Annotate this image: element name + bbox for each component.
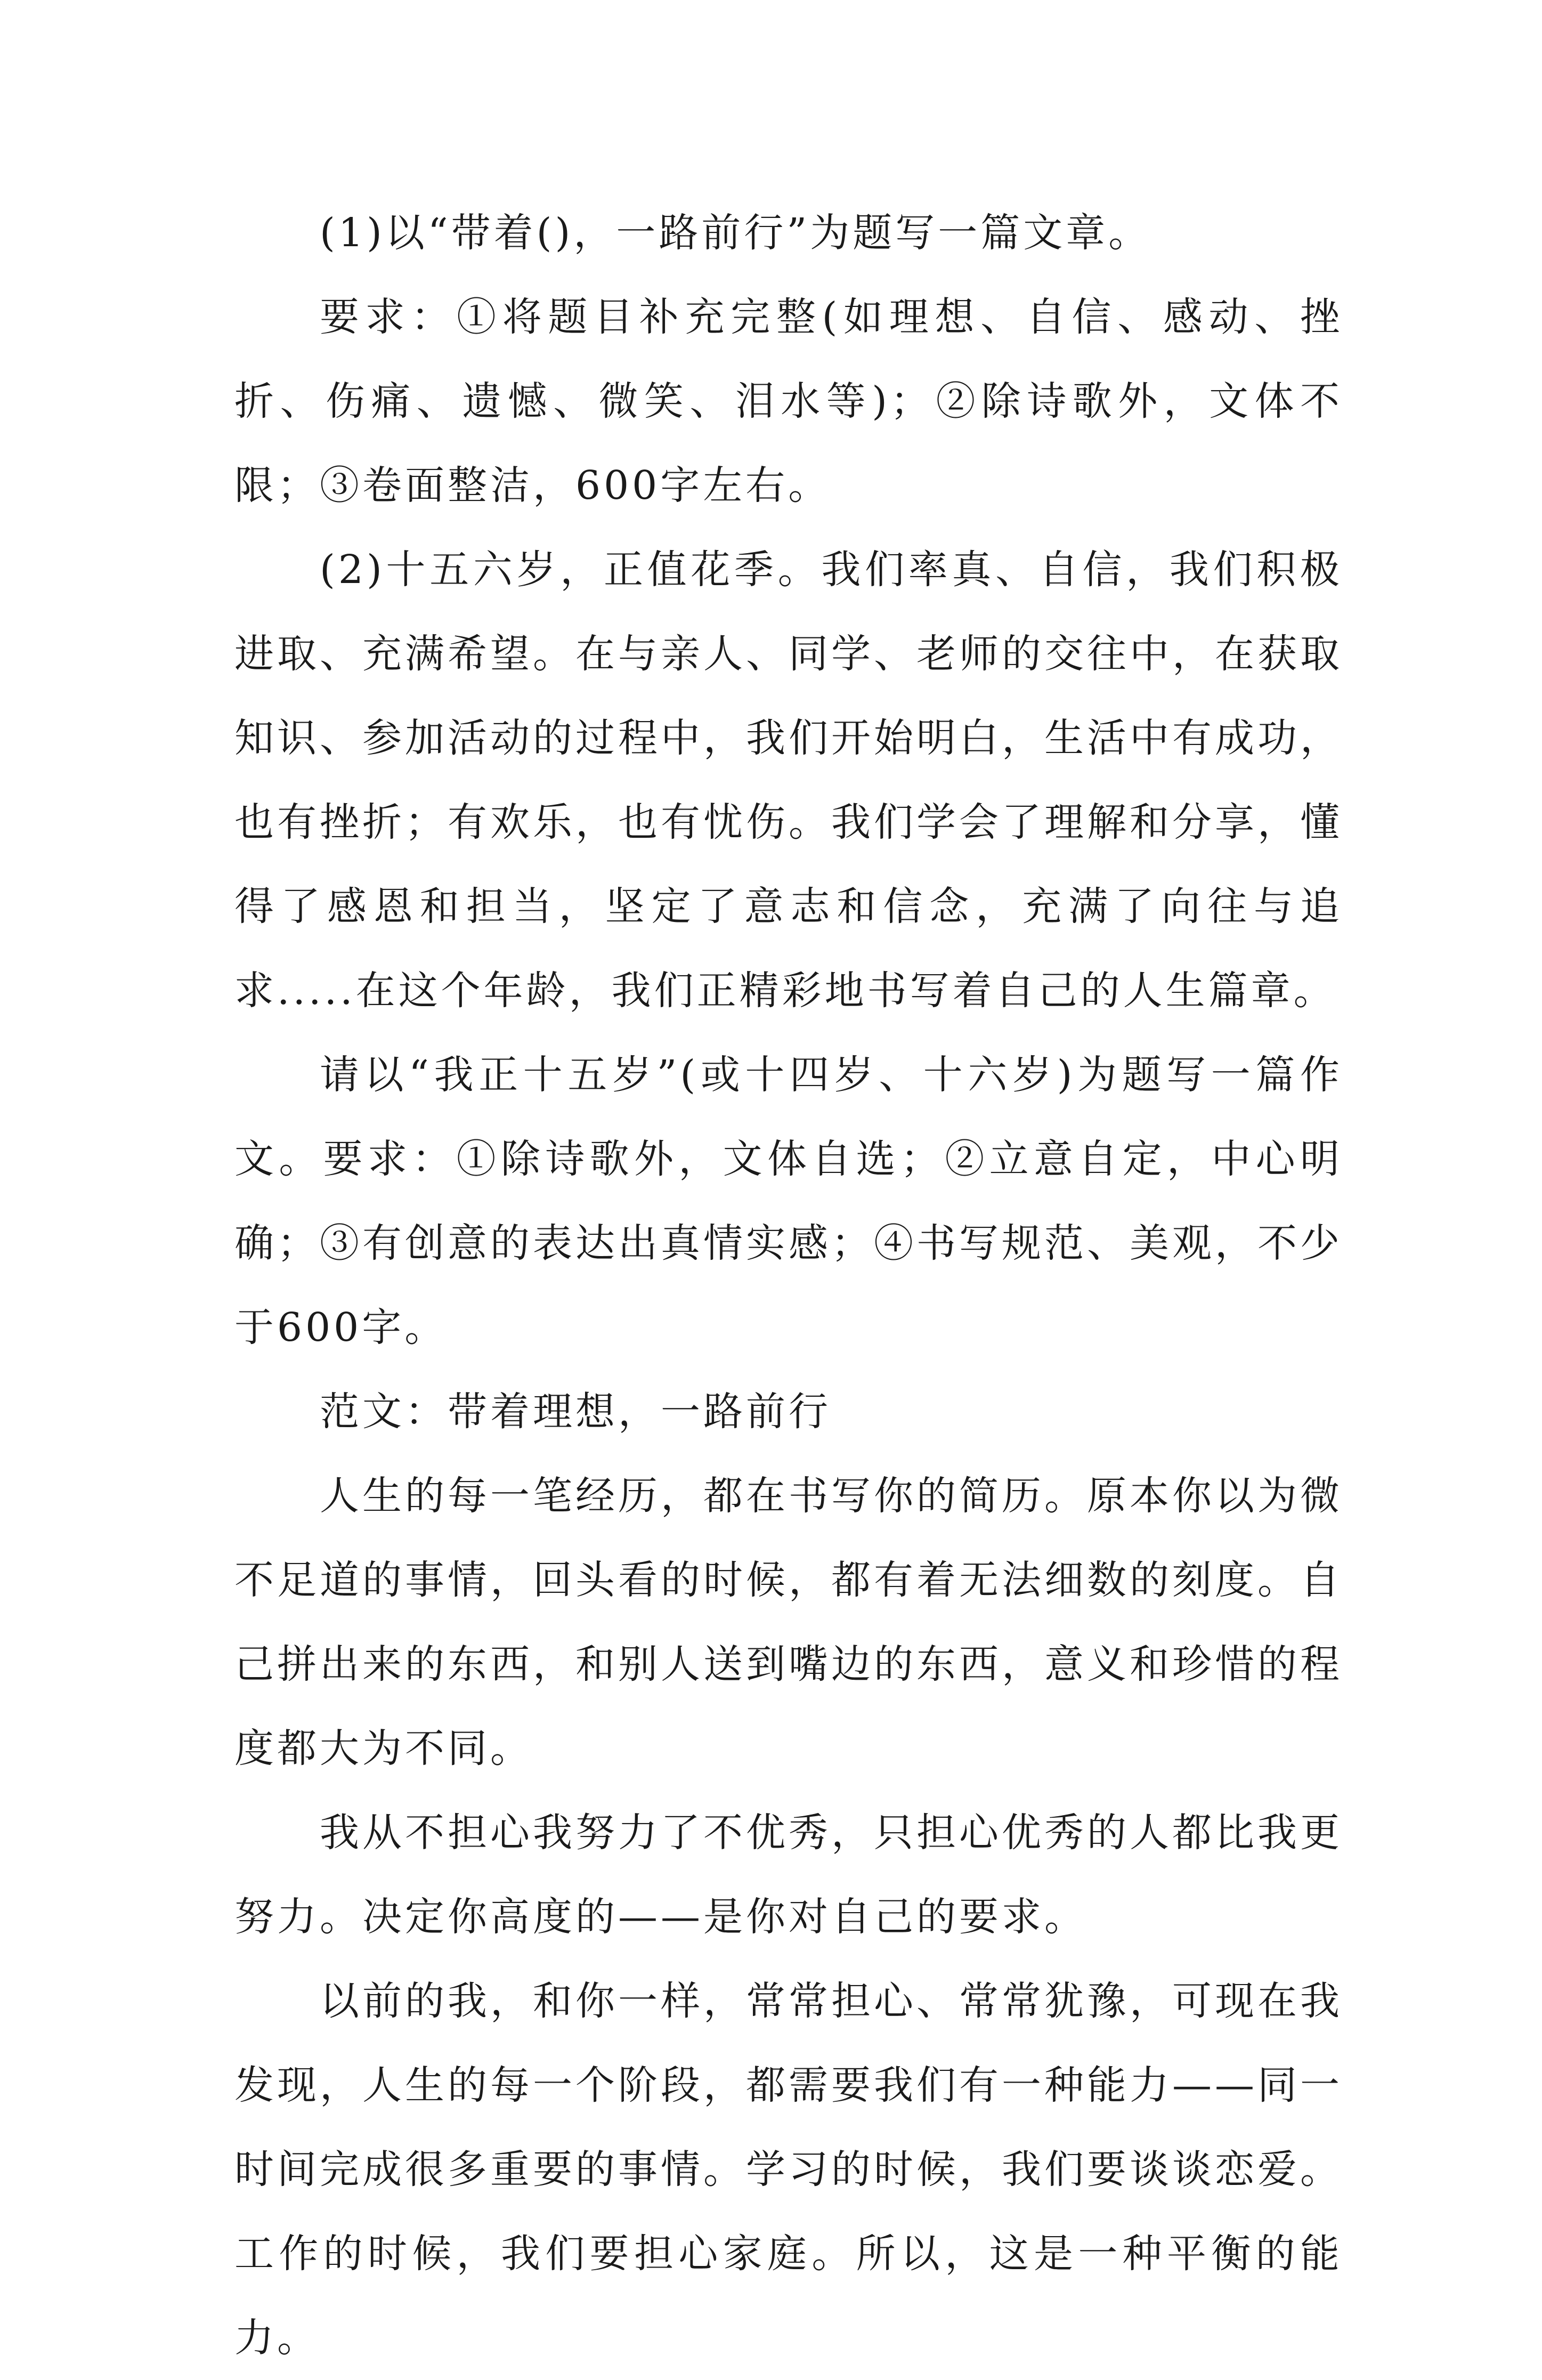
paragraph-prompt-1-title: (1)以“带着()，一路前行”为题写一篇文章。 [320, 210, 1151, 256]
sample-essay-paragraph-2: 我从不担心我努力了不优秀，只担心优秀的人都比我更努力。决定你高度的——是你对自己的要求。 [234, 1810, 1343, 1940]
document-body [234, 191, 1343, 2380]
paragraph-prompt-1-requirements: 要求：①将题目补充完整(如理想、自信、感动、挫折、伤痛、遗憾、微笑、泪水等)；②除诗歌外，文体不限；③卷面整洁，600字左右。 [234, 294, 1343, 508]
sample-essay-title: 范文：带着理想，一路前行 [320, 1389, 831, 1435]
sample-essay-paragraph-1: 人生的每一笔经历，都在书写你的简历。原本你以为微不足道的事情，回头看的时候，都有着无法细数的刻度。自己拼出来的东西，和别人送到嘴边的东西，意义和珍惜的程度都大为不同。 [234, 1473, 1343, 1771]
sample-essay-paragraph-3: 以前的我，和你一样，常常担心、常常犹豫，可现在我发现，人生的每一个阶段，都需要我们有一种能力——同一时间完成很多重要的事情。学习的时候，我们要谈谈恋爱。工作的时候，我们要担心家庭。所以，这是一种平衡的能力。 [234, 1978, 1343, 2361]
paragraph-prompt-2-intro: (2)十五六岁，正值花季。我们率真、自信，我们积极进取、充满希望。在与亲人、同学、老师的交往中，在获取知识、参加活动的过程中，我们开始明白，生活中有成功，也有挫折；有欢乐，也有忧伤。我们学会了理解和分享，懂得了感恩和担当，坚定了意志和信念，充满了向往与追求.....在这个年龄，我们正精彩地书写着自己的人生篇章。 [234, 547, 1343, 1014]
paragraph-prompt-2-requirements: 请以“我正十五岁”(或十四岁、十六岁)为题写一篇作文。要求：①除诗歌外，文体自选；②立意自定，中心明确；③有创意的表达出真情实感；④书写规范、美观，不少于600字。 [234, 1052, 1343, 1350]
